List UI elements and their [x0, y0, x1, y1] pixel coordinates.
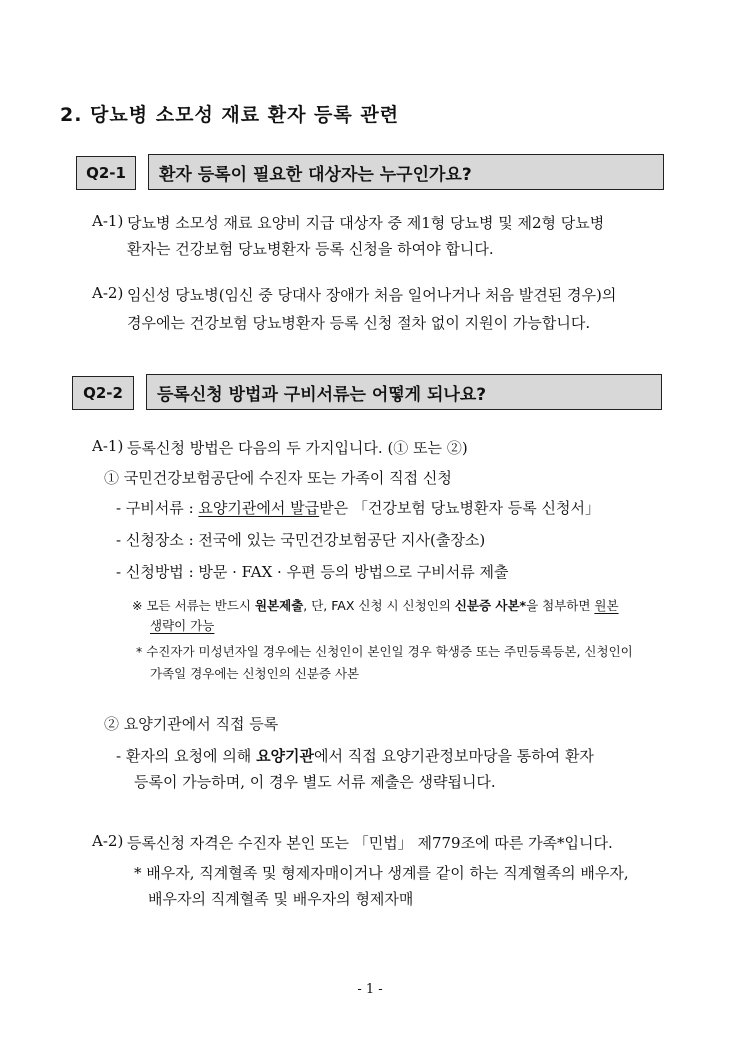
docs-line: - 구비서류 : 요양기관에서 발급받은 「건강보험 당뇨병환자 등록 신청서」 [116, 499, 601, 517]
answer-text: 경우에는 건강보험 당뇨병환자 등록 신청 절차 없이 지원이 가능합니다. [127, 314, 591, 332]
question-box-q2-1: 환자 등록이 필요한 대상자는 누구인가요? [148, 154, 664, 190]
note-minor: * 수진자가 미성년자일 경우에는 신청인이 본인일 경우 학생증 또는 주민등록등본, 신청인이 [136, 644, 633, 659]
question-tag-q2-1: Q2-1 [76, 156, 136, 190]
answer-text: 등록신청 방법은 다음의 두 가지입니다. (① 또는 ②) [127, 439, 468, 457]
answer-note: * 배우자, 직계혈족 및 형제자매이거나 생계를 같이 하는 직계혈족의 배우자, [134, 864, 629, 882]
question-tag-q2-2: Q2-2 [72, 376, 134, 410]
page-number: - 1 - [357, 982, 383, 997]
method-line: - 신청방법 : 방문 · FAX · 우편 등의 방법으로 구비서류 제출 [116, 563, 509, 581]
note-original-docs: ※ 모든 서류는 반드시 원본제출, 단, FAX 신청 시 신청인의 신분증 사본*을 첨부하면 원본 [132, 598, 619, 613]
option-title: ① 국민건강보험공단에 수진자 또는 가족이 직접 신청 [104, 469, 452, 487]
section-heading: 2. 당뇨병 소모성 재료 환자 등록 관련 [60, 104, 400, 126]
answer-label: A-2) [92, 284, 124, 302]
answer-text: 당뇨병 소모성 재료 요양비 지급 대상자 중 제1형 당뇨병 및 제2형 당뇨병 [127, 214, 605, 232]
answer-text: 임신성 당뇨병(임신 중 당대사 장애가 처음 일어나거나 처음 발견된 경우)의 [127, 286, 617, 304]
answer-label: A-2) [92, 832, 124, 850]
option-title: ② 요양기관에서 직접 등록 [104, 715, 279, 733]
answer-note: 배우자의 직계혈족 및 배우자의 형제자매 [148, 890, 414, 908]
option-text: 등록이 가능하며, 이 경우 별도 서류 제출은 생략됩니다. [134, 773, 496, 791]
question-box-q2-2: 등록신청 방법과 구비서류는 어떻게 되나요? [146, 374, 662, 410]
answer-label: A-1) [92, 437, 124, 455]
answer-text: 환자는 건강보험 당뇨병환자 등록 신청을 하여야 합니다. [127, 240, 494, 258]
answer-text: 등록신청 자격은 수진자 본인 또는 「민법」 제779조에 따른 가족*입니다. [127, 834, 613, 852]
answer-label: A-1) [92, 212, 124, 230]
note-minor-cont: 가족일 경우에는 신청인의 신분증 사본 [150, 666, 360, 681]
place-line: - 신청장소 : 전국에 있는 국민건강보험공단 지사(출장소) [116, 531, 486, 549]
note-original-docs-cont: 생략이 가능 [150, 618, 215, 633]
option-text: - 환자의 요청에 의해 요양기관에서 직접 요양기관정보마당을 통하여 환자 [116, 747, 594, 765]
